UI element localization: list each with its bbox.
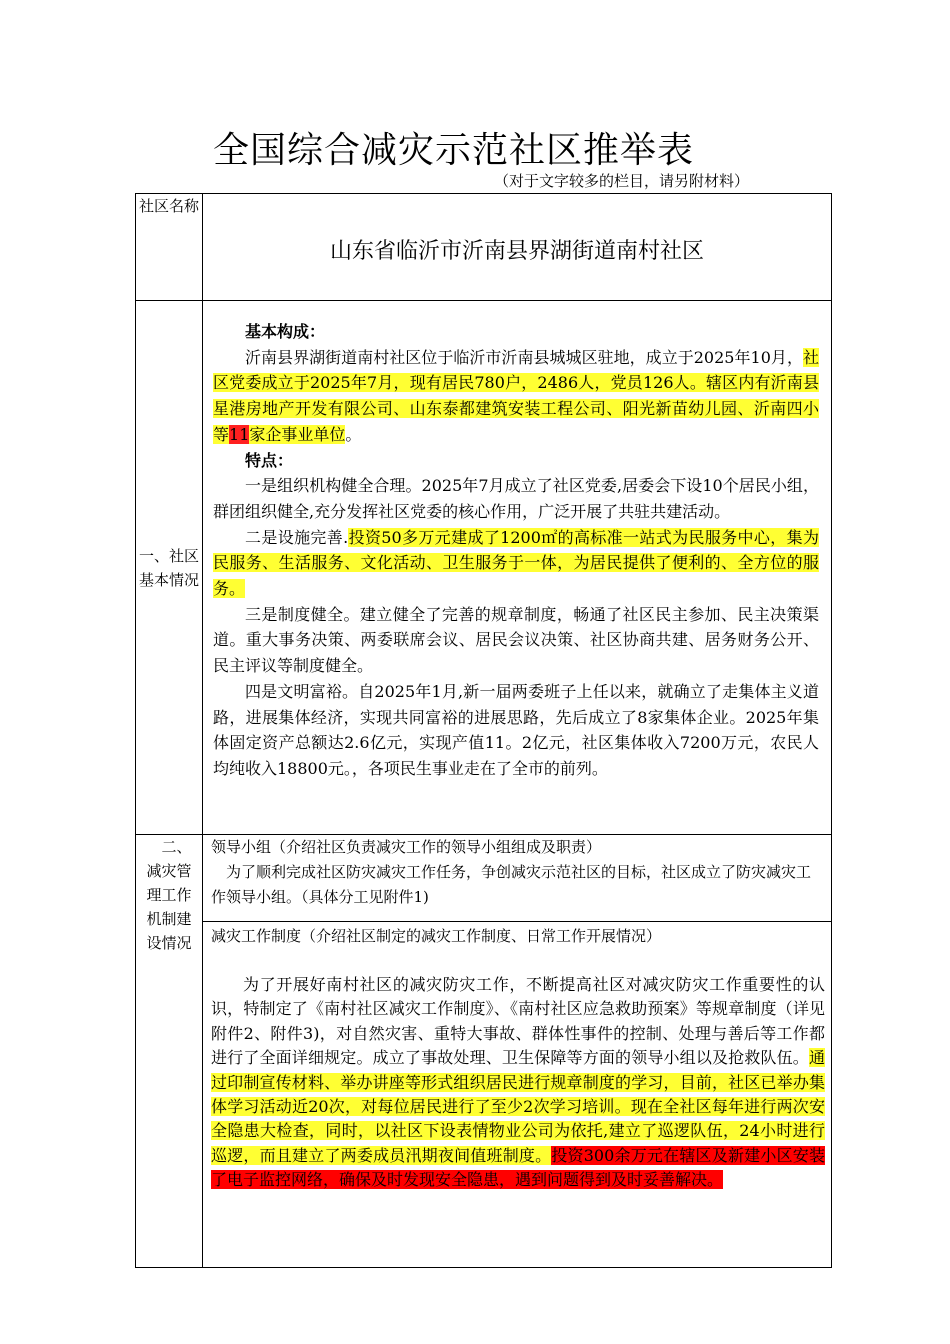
leadership-body: 为了顺利完成社区防灾减灾工作任务，争创减灾示范社区的目标，社区成立了防灾减灾工作领导小组。（具体分工见附件1) bbox=[211, 863, 812, 906]
basic-info-label: 一、社区基本情况 bbox=[136, 301, 203, 835]
leadership-row bbox=[136, 835, 832, 922]
form-note: （对于文字较多的栏目，请另附材料） bbox=[494, 172, 750, 190]
mechanism-label-text: 二、减灾管理工作机制建设情况 bbox=[146, 838, 192, 952]
system-text: 为了开展好南村社区的减灾防灾工作，不断提高社区对减灾防灾工作重要性的认识，特制定了《南村社区减灾工作制度》、《南村社区应急救助预案》等规章制度（详见附件2、附件3)，对自然灾害、重特大事故、群体性事件的控制、处理与善后等工作都进行了全面详细规定。成立了事故处理、卫生保障等方面的领导小组以及抢救队伍。 bbox=[211, 975, 825, 1068]
basic-composition-paragraph bbox=[213, 345, 819, 448]
system-row bbox=[136, 922, 832, 1268]
recommendation-form-table bbox=[135, 193, 832, 1268]
features-heading: 特点： bbox=[245, 450, 294, 470]
community-name-label: 社区名称 bbox=[136, 194, 203, 301]
system-cell bbox=[203, 922, 832, 1268]
leadership-cell bbox=[203, 835, 832, 922]
system-highlight-yellow: 通过印制宣传材料、举办讲座等形式组织居民进行规章制度的学习，目前，社区已举办集体学习活动近20次，对每位居民进行了至少2次学习培训。现在全社区每年进行两次安全隐患大检查，同时，以社区下设表情物业公司为依托,建立了巡逻队伍，24小时进行巡逻，而且建立了两委成员汛期夜间值班制度。 bbox=[211, 1048, 825, 1165]
unit-count-highlight-red: 11 bbox=[229, 424, 250, 444]
feature-prosperity-paragraph: 四是文明富裕。自2025年1月,新一届两委班子上任以来，就确立了走集体主义道路，进展集体经济，实现共同富裕的进展思路，先后成立了8家集体企业。2025年集体固定资产总额达2.6亿元，实现产值11。2亿元，社区集体收入7200万元，农民人均纯收入18800元。，各项民生事业走在了全市的前列。 bbox=[213, 681, 819, 778]
basic-composition-heading: 基本构成： bbox=[245, 322, 326, 341]
community-name-value: 山东省临沂市沂南县界湖街道南村社区 bbox=[329, 239, 704, 264]
feature-facilities-paragraph bbox=[213, 525, 819, 602]
feature-system-paragraph: 三是制度健全。建立健全了完善的规章制度，畅通了社区民主参加、民主决策渠道。重大事务决策、两委联席会议、居民会议决策、社区协商共建、居务财务公开、民主评议等制度健全。 bbox=[213, 604, 819, 676]
form-title: 全国综合减灾示范社区推举表 bbox=[213, 130, 695, 171]
composition-highlight-yellow: 社区党委成立于2025年7月，现有居民780户，2486人，党员126人。辖区内有沂南县星港房地产开发有限公司、山东泰都建筑安装工程公司、阳光新苗幼儿园、沂南四小等 bbox=[213, 347, 819, 444]
composition-period: 。 bbox=[345, 424, 362, 444]
composition-highlight-yellow-end: 家企事业单位 bbox=[249, 424, 346, 444]
basic-info-row bbox=[136, 301, 832, 835]
basic-info-cell bbox=[203, 301, 832, 835]
composition-text: 沂南县界湖街道南村社区位于临沂市沂南县城城区驻地，成立于2025年10月， bbox=[245, 347, 803, 367]
facilities-highlight-yellow: 投资50多万元建成了1200㎡的高标准一站式为民服务中心，集为民服务、生活服务、文化活动、卫生服务于一体，为居民提供了便利的、全方位的服务。 bbox=[213, 527, 819, 599]
community-name-cell bbox=[203, 194, 832, 301]
community-name-row bbox=[136, 194, 832, 301]
leadership-title: 领导小组（介绍社区负责减灾工作的领导小组组成及职责） bbox=[211, 838, 602, 856]
system-highlight-red: 投资300余万元在辖区及新建小区安装了电子监控网络，确保及时发现安全隐患，遇到问题得到及时妥善解决。 bbox=[211, 1145, 825, 1190]
facilities-text: 二是设施完善. bbox=[245, 527, 349, 547]
system-title: 减灾工作制度（介绍社区制定的减灾工作制度、日常工作开展情况） bbox=[211, 927, 662, 945]
system-body bbox=[211, 973, 825, 1193]
feature-organization-paragraph: 一是组织机构健全合理。2025年7月成立了社区党委,居委会下设10个居民小组，群团组织健全,充分发挥社区党委的核心作用，广泛开展了共驻共建活动。 bbox=[213, 476, 819, 521]
mechanism-label bbox=[136, 835, 203, 1268]
